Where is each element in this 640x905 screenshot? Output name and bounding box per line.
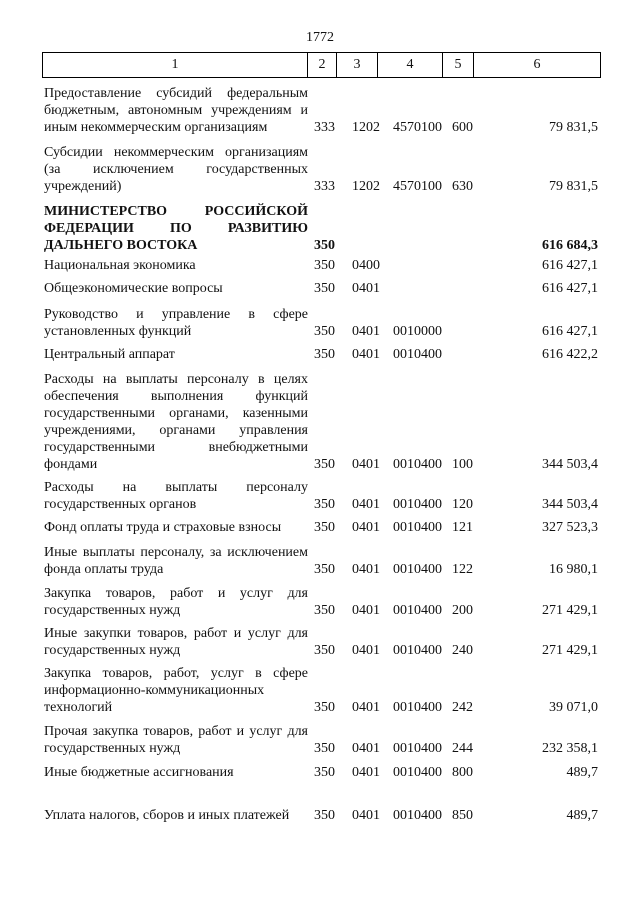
row-col-4: 4570100: [393, 179, 442, 194]
row-name: МИНИСТЕРСТВО РОССИЙСКОЙ ФЕДЕРАЦИИ ПО РАЗВИТИЮ ДАЛЬНЕГО ВОСТОКА: [44, 204, 308, 253]
table-row: [0, 519, 640, 536]
row-col-5: 244: [452, 741, 473, 756]
table-row: [0, 764, 640, 781]
row-name: Расходы на выплаты персоналу в целях обеспечения выполнения функций государственными органами, казенными учреждениями, органами управления государственными внебюджетными фондами: [44, 372, 308, 472]
row-col-5: 630: [452, 179, 473, 194]
row-col-6: 232 358,1: [542, 741, 598, 756]
table-row: [0, 203, 640, 254]
row-col-4: 0010400: [393, 497, 442, 512]
row-col-6: 327 523,3: [542, 520, 598, 535]
table-row: [0, 257, 640, 274]
table-row: [0, 371, 640, 473]
row-col-4: 0010400: [393, 520, 442, 535]
row-name: Фонд оплаты труда и страховые взносы: [44, 520, 282, 535]
row-col-6: 79 831,5: [549, 179, 598, 194]
row-col-5: 850: [452, 808, 473, 823]
column-header-5: 5: [443, 53, 474, 78]
row-col-2: 350: [314, 324, 335, 339]
row-col-6: 271 429,1: [542, 643, 598, 658]
row-col-6: 489,7: [566, 808, 598, 823]
row-col-2: 333: [314, 179, 335, 194]
row-name: Национальная экономика: [44, 258, 196, 273]
row-col-3: 0401: [352, 347, 380, 362]
table-row: [0, 346, 640, 363]
row-col-3: 0401: [352, 700, 380, 715]
row-col-3: 0401: [352, 765, 380, 780]
row-col-3: 0401: [352, 457, 380, 472]
row-col-3: 1202: [352, 179, 380, 194]
row-name: Иные закупки товаров, работ и услуг для государственных нужд: [44, 626, 308, 658]
table-row: [0, 790, 640, 824]
table-row: [0, 544, 640, 578]
row-col-3: 0401: [352, 281, 380, 296]
row-col-6: 16 980,1: [549, 562, 598, 577]
row-col-5: 100: [452, 457, 473, 472]
row-col-3: 0401: [352, 324, 380, 339]
page-number: 1772: [306, 30, 334, 45]
table-row: [0, 625, 640, 659]
row-col-4: 4570100: [393, 120, 442, 135]
row-col-4: 0010400: [393, 808, 442, 823]
row-col-5: 122: [452, 562, 473, 577]
row-col-3: 0401: [352, 808, 380, 823]
row-col-3: 0401: [352, 603, 380, 618]
row-name: Общеэкономические вопросы: [44, 281, 223, 296]
column-header-table: [42, 52, 601, 78]
column-header-4: 4: [378, 53, 443, 78]
column-header-3: 3: [337, 53, 378, 78]
row-col-2: 350: [314, 281, 335, 296]
row-name: Предоставление субсидий федеральным бюджетным, автономным учреждениям и иным некоммерческим организациям: [44, 86, 308, 135]
row-col-6: 39 071,0: [549, 700, 598, 715]
row-col-6: 616 422,2: [542, 347, 598, 362]
row-col-5: 242: [452, 700, 473, 715]
row-col-4: 0010400: [393, 741, 442, 756]
row-col-2: 350: [314, 643, 335, 658]
row-name: Руководство и управление в сфере установленных функций: [44, 307, 308, 339]
row-col-5: 121: [452, 520, 473, 535]
row-col-6: 344 503,4: [542, 497, 598, 512]
row-name: Центральный аппарат: [44, 347, 175, 362]
row-col-4: 0010400: [393, 347, 442, 362]
row-name: Закупка товаров, работ, услуг в сфере информационно-коммуникационных технологий: [44, 666, 308, 715]
row-col-2: 350: [314, 700, 335, 715]
row-col-6: 489,7: [566, 765, 598, 780]
table-row: [0, 723, 640, 757]
table-row: [0, 85, 640, 136]
row-col-6: 616 427,1: [542, 324, 598, 339]
row-col-5: 120: [452, 497, 473, 512]
row-col-4: 0010400: [393, 457, 442, 472]
table-row: [0, 479, 640, 513]
row-name: Прочая закупка товаров, работ и услуг для государственных нужд: [44, 724, 308, 756]
row-col-3: 0401: [352, 741, 380, 756]
row-col-2: 350: [314, 520, 335, 535]
row-col-5: 240: [452, 643, 473, 658]
row-name: Уплата налогов, сборов и иных платежей: [44, 808, 290, 823]
column-header-6: 6: [474, 53, 601, 78]
row-col-4: 0010400: [393, 562, 442, 577]
row-col-2: 350: [314, 347, 335, 362]
row-col-2: 350: [314, 765, 335, 780]
column-header-2: 2: [308, 53, 337, 78]
row-col-4: 0010400: [393, 765, 442, 780]
row-col-4: 0010400: [393, 643, 442, 658]
row-col-3: 0401: [352, 497, 380, 512]
row-col-6: 616 427,1: [542, 258, 598, 273]
row-col-2: 350: [314, 741, 335, 756]
row-col-3: 0400: [352, 258, 380, 273]
column-header-1: 1: [43, 53, 308, 78]
row-col-4: 0010400: [393, 700, 442, 715]
row-col-2: 350: [314, 562, 335, 577]
row-col-4: 0010400: [393, 603, 442, 618]
row-name: Субсидии некоммерческим организациям (за исключением государственных учреждений): [44, 145, 308, 194]
table-row: [0, 280, 640, 297]
row-col-6: 79 831,5: [549, 120, 598, 135]
row-name: Иные выплаты персоналу, за исключением фонда оплаты труда: [44, 545, 308, 577]
row-col-2: 350: [314, 238, 335, 253]
row-col-3: 1202: [352, 120, 380, 135]
table-row: [0, 144, 640, 195]
row-col-3: 0401: [352, 520, 380, 535]
row-col-6: 271 429,1: [542, 603, 598, 618]
table-row: [0, 306, 640, 340]
row-col-6: 616 427,1: [542, 281, 598, 296]
row-col-2: 350: [314, 497, 335, 512]
row-col-4: 0010000: [393, 324, 442, 339]
row-name: Иные бюджетные ассигнования: [44, 765, 234, 780]
row-col-2: 350: [314, 808, 335, 823]
table-row: [0, 665, 640, 716]
table-row: [0, 585, 640, 619]
row-col-2: 350: [314, 603, 335, 618]
row-col-5: 800: [452, 765, 473, 780]
row-name: Расходы на выплаты персоналу государственных органов: [44, 480, 308, 512]
row-col-6: 344 503,4: [542, 457, 598, 472]
row-name: Закупка товаров, работ и услуг для государственных нужд: [44, 586, 308, 618]
row-col-2: 333: [314, 120, 335, 135]
row-col-3: 0401: [352, 562, 380, 577]
row-col-2: 350: [314, 457, 335, 472]
row-col-3: 0401: [352, 643, 380, 658]
row-col-5: 200: [452, 603, 473, 618]
row-col-5: 600: [452, 120, 473, 135]
row-col-6: 616 684,3: [542, 238, 598, 253]
row-col-2: 350: [314, 258, 335, 273]
